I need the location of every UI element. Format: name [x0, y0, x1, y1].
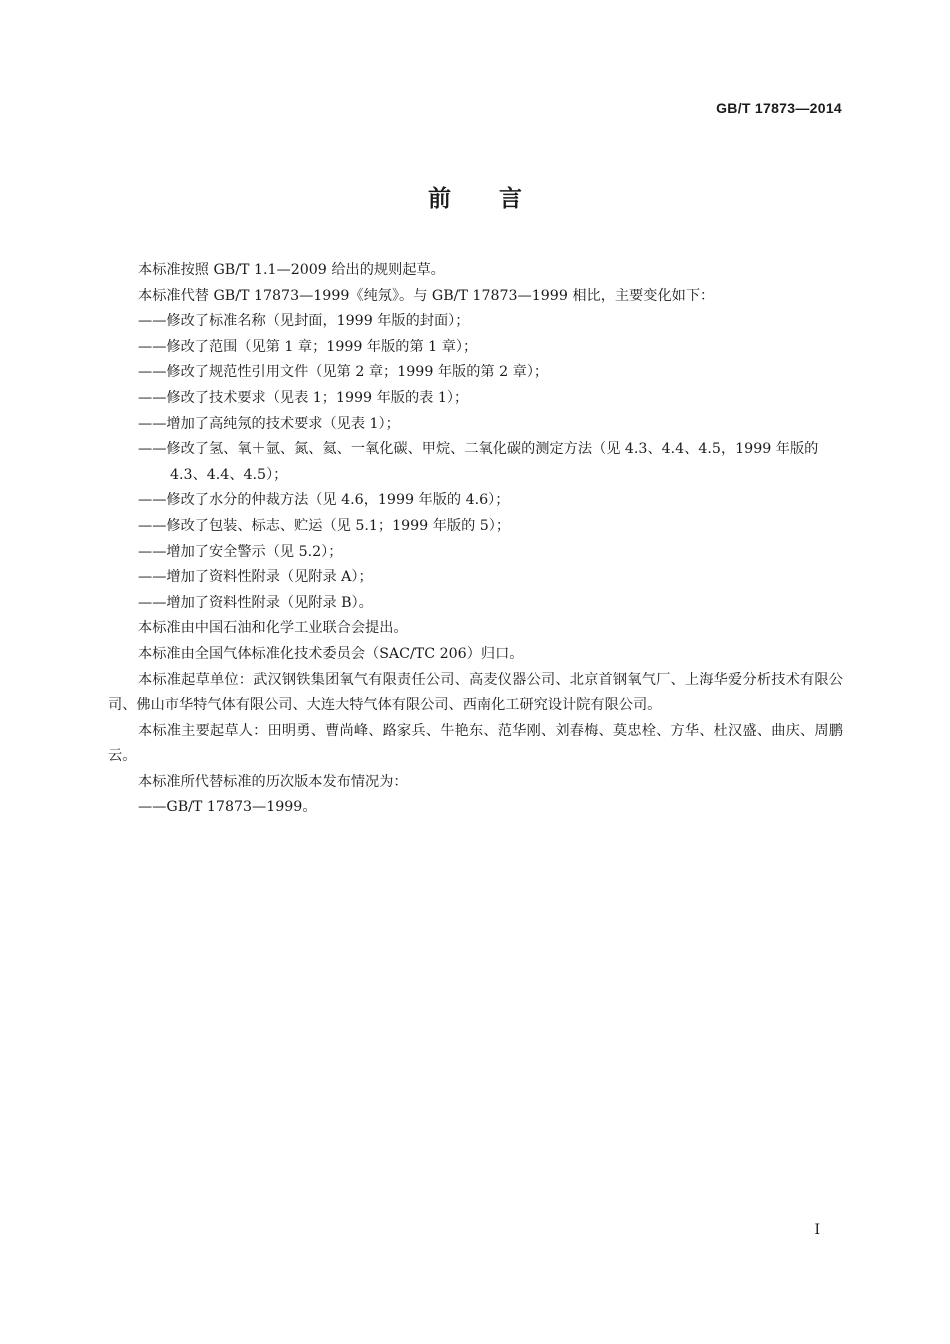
paragraph: 本标准由全国气体标准化技术委员会（SAC/TC 206）归口。	[138, 645, 524, 662]
history-item: ——GB/T 17873—1999。	[138, 799, 317, 816]
change-item: ——修改了水分的仲裁方法（见 4.6，1999 年版的 4.6）；	[138, 492, 510, 509]
page-number: I	[814, 1222, 820, 1238]
change-item: ——增加了资料性附录（见附录 B）。	[138, 594, 373, 611]
standard-code: GB/T 17873—2014	[716, 100, 842, 116]
paragraph: 本标准所代替标准的历次版本发布情况为：	[138, 773, 408, 790]
change-item: ——增加了资料性附录（见附录 A）；	[138, 569, 373, 586]
change-item: ——修改了范围（见第 1 章；1999 年版的第 1 章）；	[138, 338, 478, 355]
change-item: ——修改了包装、标志、贮运（见 5.1；1999 年版的 5）；	[138, 517, 511, 534]
change-item: ——修改了标准名称（见封面，1999 年版的封面）；	[138, 313, 470, 330]
change-item: ——修改了规范性引用文件（见第 2 章；1999 年版的第 2 章）；	[138, 364, 549, 381]
document-body	[108, 258, 843, 821]
paragraph: 本标准主要起草人：田明勇、曹尚峰、路家兵、牛艳东、范华刚、刘春梅、莫忠栓、方华、杜汉盛、曲庆、周鹏云。	[108, 722, 843, 765]
change-item: ——修改了氢、氧＋氩、氮、氦、一氧化碳、甲烷、二氧化碳的测定方法（见 4.3、4.4、4.5，1999 年版的 4.3、4.4、4.5）；	[138, 441, 819, 483]
paragraph: 本标准按照 GB/T 1.1—2009 给出的规则起草。	[138, 262, 445, 278]
change-item: ——修改了技术要求（见表 1；1999 年版的表 1）；	[138, 389, 469, 406]
paragraph: 本标准由中国石油和化学工业联合会提出。	[138, 620, 408, 637]
page-title: 前言	[428, 186, 570, 212]
paragraph: 本标准起草单位：武汉钢铁集团氧气有限责任公司、高麦仪器公司、北京首钢氧气厂、上海华爱分析技术有限公司、佛山市华特气体有限公司、大连大特气体有限公司、西南化工研究设计院有限公司。	[108, 671, 843, 714]
change-item: ——增加了安全警示（见 5.2）；	[138, 543, 343, 560]
paragraph: 本标准代替 GB/T 17873—1999《纯氖》。与 GB/T 17873—1999 相比，主要变化如下：	[138, 287, 715, 304]
change-item: ——增加了高纯氖的技术要求（见表 1）；	[138, 415, 400, 432]
